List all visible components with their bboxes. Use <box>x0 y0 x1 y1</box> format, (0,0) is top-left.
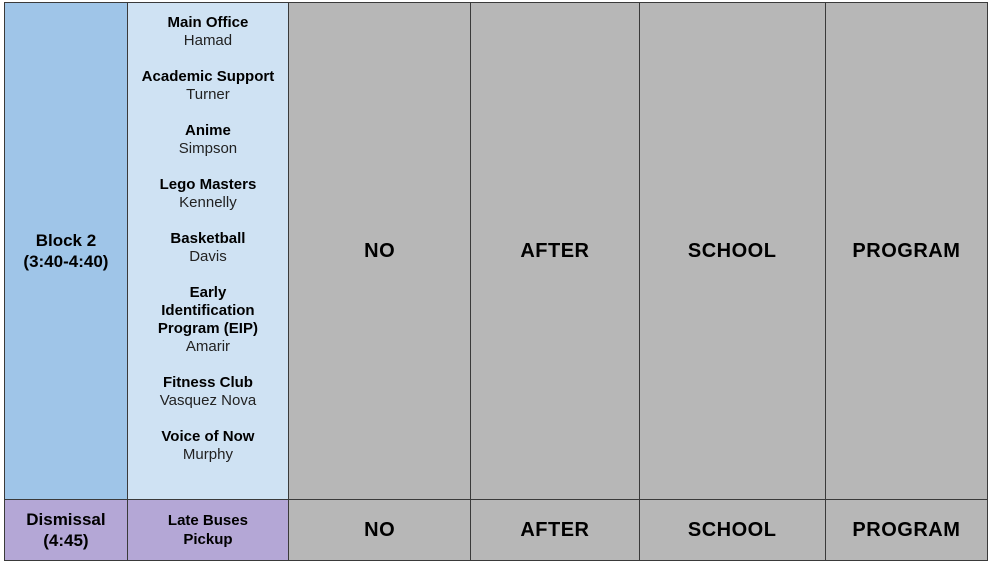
activity-item <box>128 122 288 158</box>
activity-staff: Turner <box>186 86 230 103</box>
activity-item <box>128 230 288 266</box>
activity-name: Basketball <box>170 230 246 247</box>
dismissal-cell-after: AFTER <box>471 500 639 561</box>
activity-staff: Simpson <box>178 140 238 157</box>
activity-staff: Amarir <box>185 338 231 355</box>
late-buses-pickup-label: Late Buses Pickup <box>167 512 248 548</box>
schedule-table <box>4 2 988 561</box>
activity-name: Academic Support <box>141 68 275 85</box>
dismissal-time: (4:45) <box>43 531 89 550</box>
activity-name: Main Office <box>167 14 249 31</box>
activity-name: Early Identification Program (EIP) <box>157 284 258 337</box>
activity-staff: Kennelly <box>179 194 237 211</box>
dismissal-label-cell <box>5 500 128 561</box>
activity-item <box>128 14 288 50</box>
block2-row <box>5 3 988 500</box>
block2-cell-no: NO <box>289 3 471 500</box>
dismissal-cell-no: NO <box>289 500 471 561</box>
activity-name: Anime <box>185 122 231 139</box>
block2-label-cell <box>5 3 128 500</box>
activity-staff: Davis <box>189 248 227 265</box>
block2-title: Block 2 <box>35 231 97 250</box>
block2-time: (3:40-4:40) <box>23 252 109 271</box>
block2-cell-after: AFTER <box>471 3 639 500</box>
block2-cell-program: PROGRAM <box>825 3 987 500</box>
activity-name: Fitness Club <box>162 374 253 391</box>
activity-item <box>128 374 288 410</box>
activity-staff: Vasquez Nova <box>159 392 257 409</box>
dismissal-title: Dismissal <box>26 510 106 529</box>
activity-item <box>128 176 288 212</box>
activity-item <box>128 68 288 104</box>
block2-cell-school: SCHOOL <box>639 3 825 500</box>
late-buses-pickup-cell <box>127 500 288 561</box>
activity-staff: Hamad <box>183 32 233 49</box>
activity-item <box>128 284 288 356</box>
activity-name: Voice of Now <box>161 428 255 445</box>
dismissal-cell-program: PROGRAM <box>825 500 987 561</box>
dismissal-cell-school: SCHOOL <box>639 500 825 561</box>
activities-cell <box>127 3 288 500</box>
activity-item <box>128 428 288 464</box>
activity-staff: Murphy <box>182 446 233 463</box>
dismissal-row <box>5 500 988 561</box>
activity-name: Lego Masters <box>159 176 257 193</box>
